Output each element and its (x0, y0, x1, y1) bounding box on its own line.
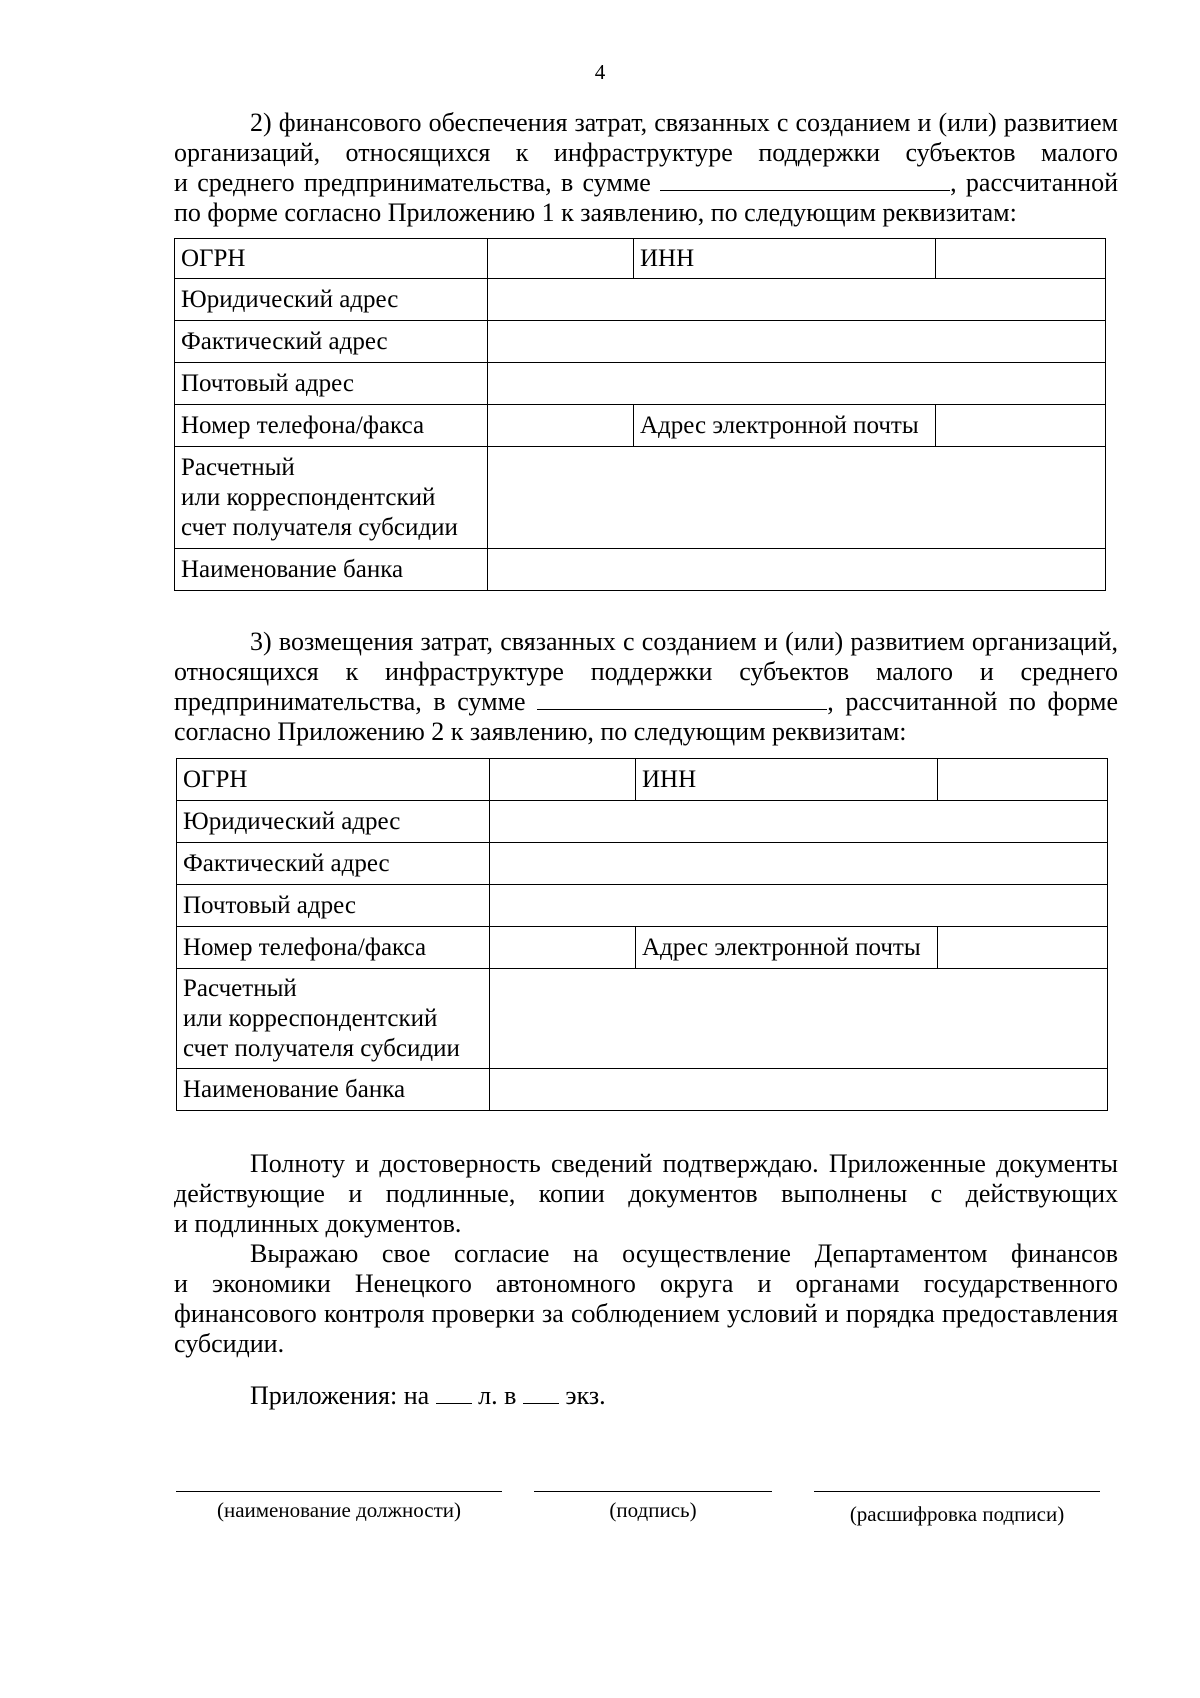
email-value-cell[interactable] (938, 927, 1108, 969)
table-row (175, 279, 1106, 321)
legal-address-label: Юридический адрес (175, 279, 488, 321)
signature-line[interactable] (534, 1491, 772, 1492)
postal-address-label: Почтовый адрес (177, 885, 490, 927)
consent-line-3: финансового контроля проверки за соблюдением условий и порядка предоставления (174, 1299, 1118, 1328)
email-value-cell[interactable] (936, 405, 1106, 447)
table-row (175, 321, 1106, 363)
section-2-line-1: 2) финансового обеспечения затрат, связанных с созданием и (или) развитием (250, 108, 1118, 137)
confirmation-line-3: и подлинных документов. (174, 1209, 462, 1238)
actual-address-value-cell[interactable] (488, 321, 1106, 363)
inn-value-cell[interactable] (938, 759, 1108, 801)
account-label-line-1: Расчетный (181, 453, 295, 481)
decode-caption: (расшифровка подписи) (849, 1502, 1065, 1526)
sheets-blank[interactable] (436, 1381, 472, 1404)
actual-address-label: Фактический адрес (177, 843, 490, 885)
section-2-line-4: по форме согласно Приложению 1 к заявлению, по следующим реквизитам: (174, 198, 1017, 227)
attachments-line (250, 1381, 750, 1411)
confirmation-line-1: Полноту и достоверность сведений подтверждаю. Приложенные документы (250, 1149, 1118, 1178)
legal-address-label: Юридический адрес (177, 801, 490, 843)
ogrn-label: ОГРН (175, 239, 488, 279)
legal-address-value-cell[interactable] (488, 279, 1106, 321)
requisites-table-2 (176, 758, 1108, 1111)
consent-paragraph (174, 1239, 1118, 1359)
section-3-line-2: относящихся к инфраструктуре поддержки субъектов малого и среднего (174, 657, 1118, 686)
consent-line-1: Выражаю свое согласие на осуществление Департаментом финансов (250, 1239, 1118, 1268)
table-row (175, 447, 1106, 549)
position-caption: (наименование должности) (216, 1498, 462, 1522)
section-3-line-4: согласно Приложению 2 к заявлению, по следующим реквизитам: (174, 717, 907, 746)
section-3-line-3 (174, 687, 1118, 717)
attachments-sheets-label: л. в (478, 1381, 517, 1410)
table-row (177, 885, 1108, 927)
table-row (177, 801, 1108, 843)
account-label (175, 447, 488, 549)
postal-address-value-cell[interactable] (488, 363, 1106, 405)
consent-line-4: субсидии. (174, 1329, 285, 1358)
phone-fax-label: Номер телефона/факса (175, 405, 488, 447)
table-row (177, 843, 1108, 885)
bank-value-cell[interactable] (490, 1069, 1108, 1111)
postal-address-label: Почтовый адрес (175, 363, 488, 405)
position-signature-line[interactable] (176, 1491, 502, 1492)
account-label-line-3: счет получателя субсидии (183, 1034, 460, 1062)
phone-fax-label: Номер телефона/факса (177, 927, 490, 969)
table-row (175, 363, 1106, 405)
table-row (175, 405, 1106, 447)
phone-fax-value-cell[interactable] (488, 405, 634, 447)
table-row (177, 759, 1108, 801)
inn-label: ИНН (636, 759, 938, 801)
inn-value-cell[interactable] (936, 239, 1106, 279)
bank-label: Наименование банка (175, 549, 488, 591)
copies-blank[interactable] (523, 1381, 559, 1404)
section-3-line-1: 3) возмещения затрат, связанных с созданием и (или) развитием организаций, (250, 627, 1118, 656)
section-3-paragraph (174, 627, 1118, 747)
ogrn-label: ОГРН (177, 759, 490, 801)
section-2-line-3-tail: , рассчитанной (950, 168, 1118, 197)
requisites-table-1 (174, 238, 1106, 591)
actual-address-label: Фактический адрес (175, 321, 488, 363)
attachments-label: Приложения: на (250, 1381, 430, 1410)
section-3-line-3-text: предпринимательства, в сумме (174, 687, 526, 716)
table-row (175, 549, 1106, 591)
table-row (175, 239, 1106, 279)
table-row (177, 1069, 1108, 1111)
ogrn-value-cell[interactable] (490, 759, 636, 801)
confirmation-line-2: действующие и подлинные, копии документов выполнены с действующих (174, 1179, 1118, 1208)
account-label-line-2: или корреспондентский (183, 1004, 438, 1032)
page-number: 4 (594, 60, 606, 84)
phone-fax-value-cell[interactable] (490, 927, 636, 969)
sum-blank-1[interactable] (660, 168, 950, 191)
section-2-line-3-text: и среднего предпринимательства, в сумме (174, 168, 651, 197)
section-2-line-3 (174, 168, 1118, 198)
account-label-line-1: Расчетный (183, 974, 297, 1002)
table-row (177, 969, 1108, 1069)
account-label (177, 969, 490, 1069)
bank-label: Наименование банка (177, 1069, 490, 1111)
inn-label: ИНН (634, 239, 936, 279)
email-label: Адрес электронной почты (634, 405, 936, 447)
confirmation-paragraph (174, 1149, 1118, 1239)
email-label: Адрес электронной почты (636, 927, 938, 969)
bank-value-cell[interactable] (488, 549, 1106, 591)
decode-signature-line[interactable] (814, 1491, 1100, 1492)
section-2-paragraph (174, 108, 1118, 228)
attachments-copies-label: экз. (565, 1381, 606, 1410)
account-value-cell[interactable] (490, 969, 1108, 1069)
ogrn-value-cell[interactable] (488, 239, 634, 279)
section-2-line-2: организаций, относящихся к инфраструктуре поддержки субъектов малого (174, 138, 1118, 167)
account-value-cell[interactable] (488, 447, 1106, 549)
legal-address-value-cell[interactable] (490, 801, 1108, 843)
account-label-line-3: счет получателя субсидии (181, 513, 458, 541)
actual-address-value-cell[interactable] (490, 843, 1108, 885)
postal-address-value-cell[interactable] (490, 885, 1108, 927)
section-3-line-3-tail: , рассчитанной по форме (827, 687, 1118, 716)
signature-caption: (подпись) (609, 1498, 697, 1522)
sum-blank-2[interactable] (537, 687, 827, 710)
consent-line-2: и экономики Ненецкого автономного округа и органами государственного (174, 1269, 1118, 1298)
account-label-line-2: или корреспондентский (181, 483, 436, 511)
table-row (177, 927, 1108, 969)
